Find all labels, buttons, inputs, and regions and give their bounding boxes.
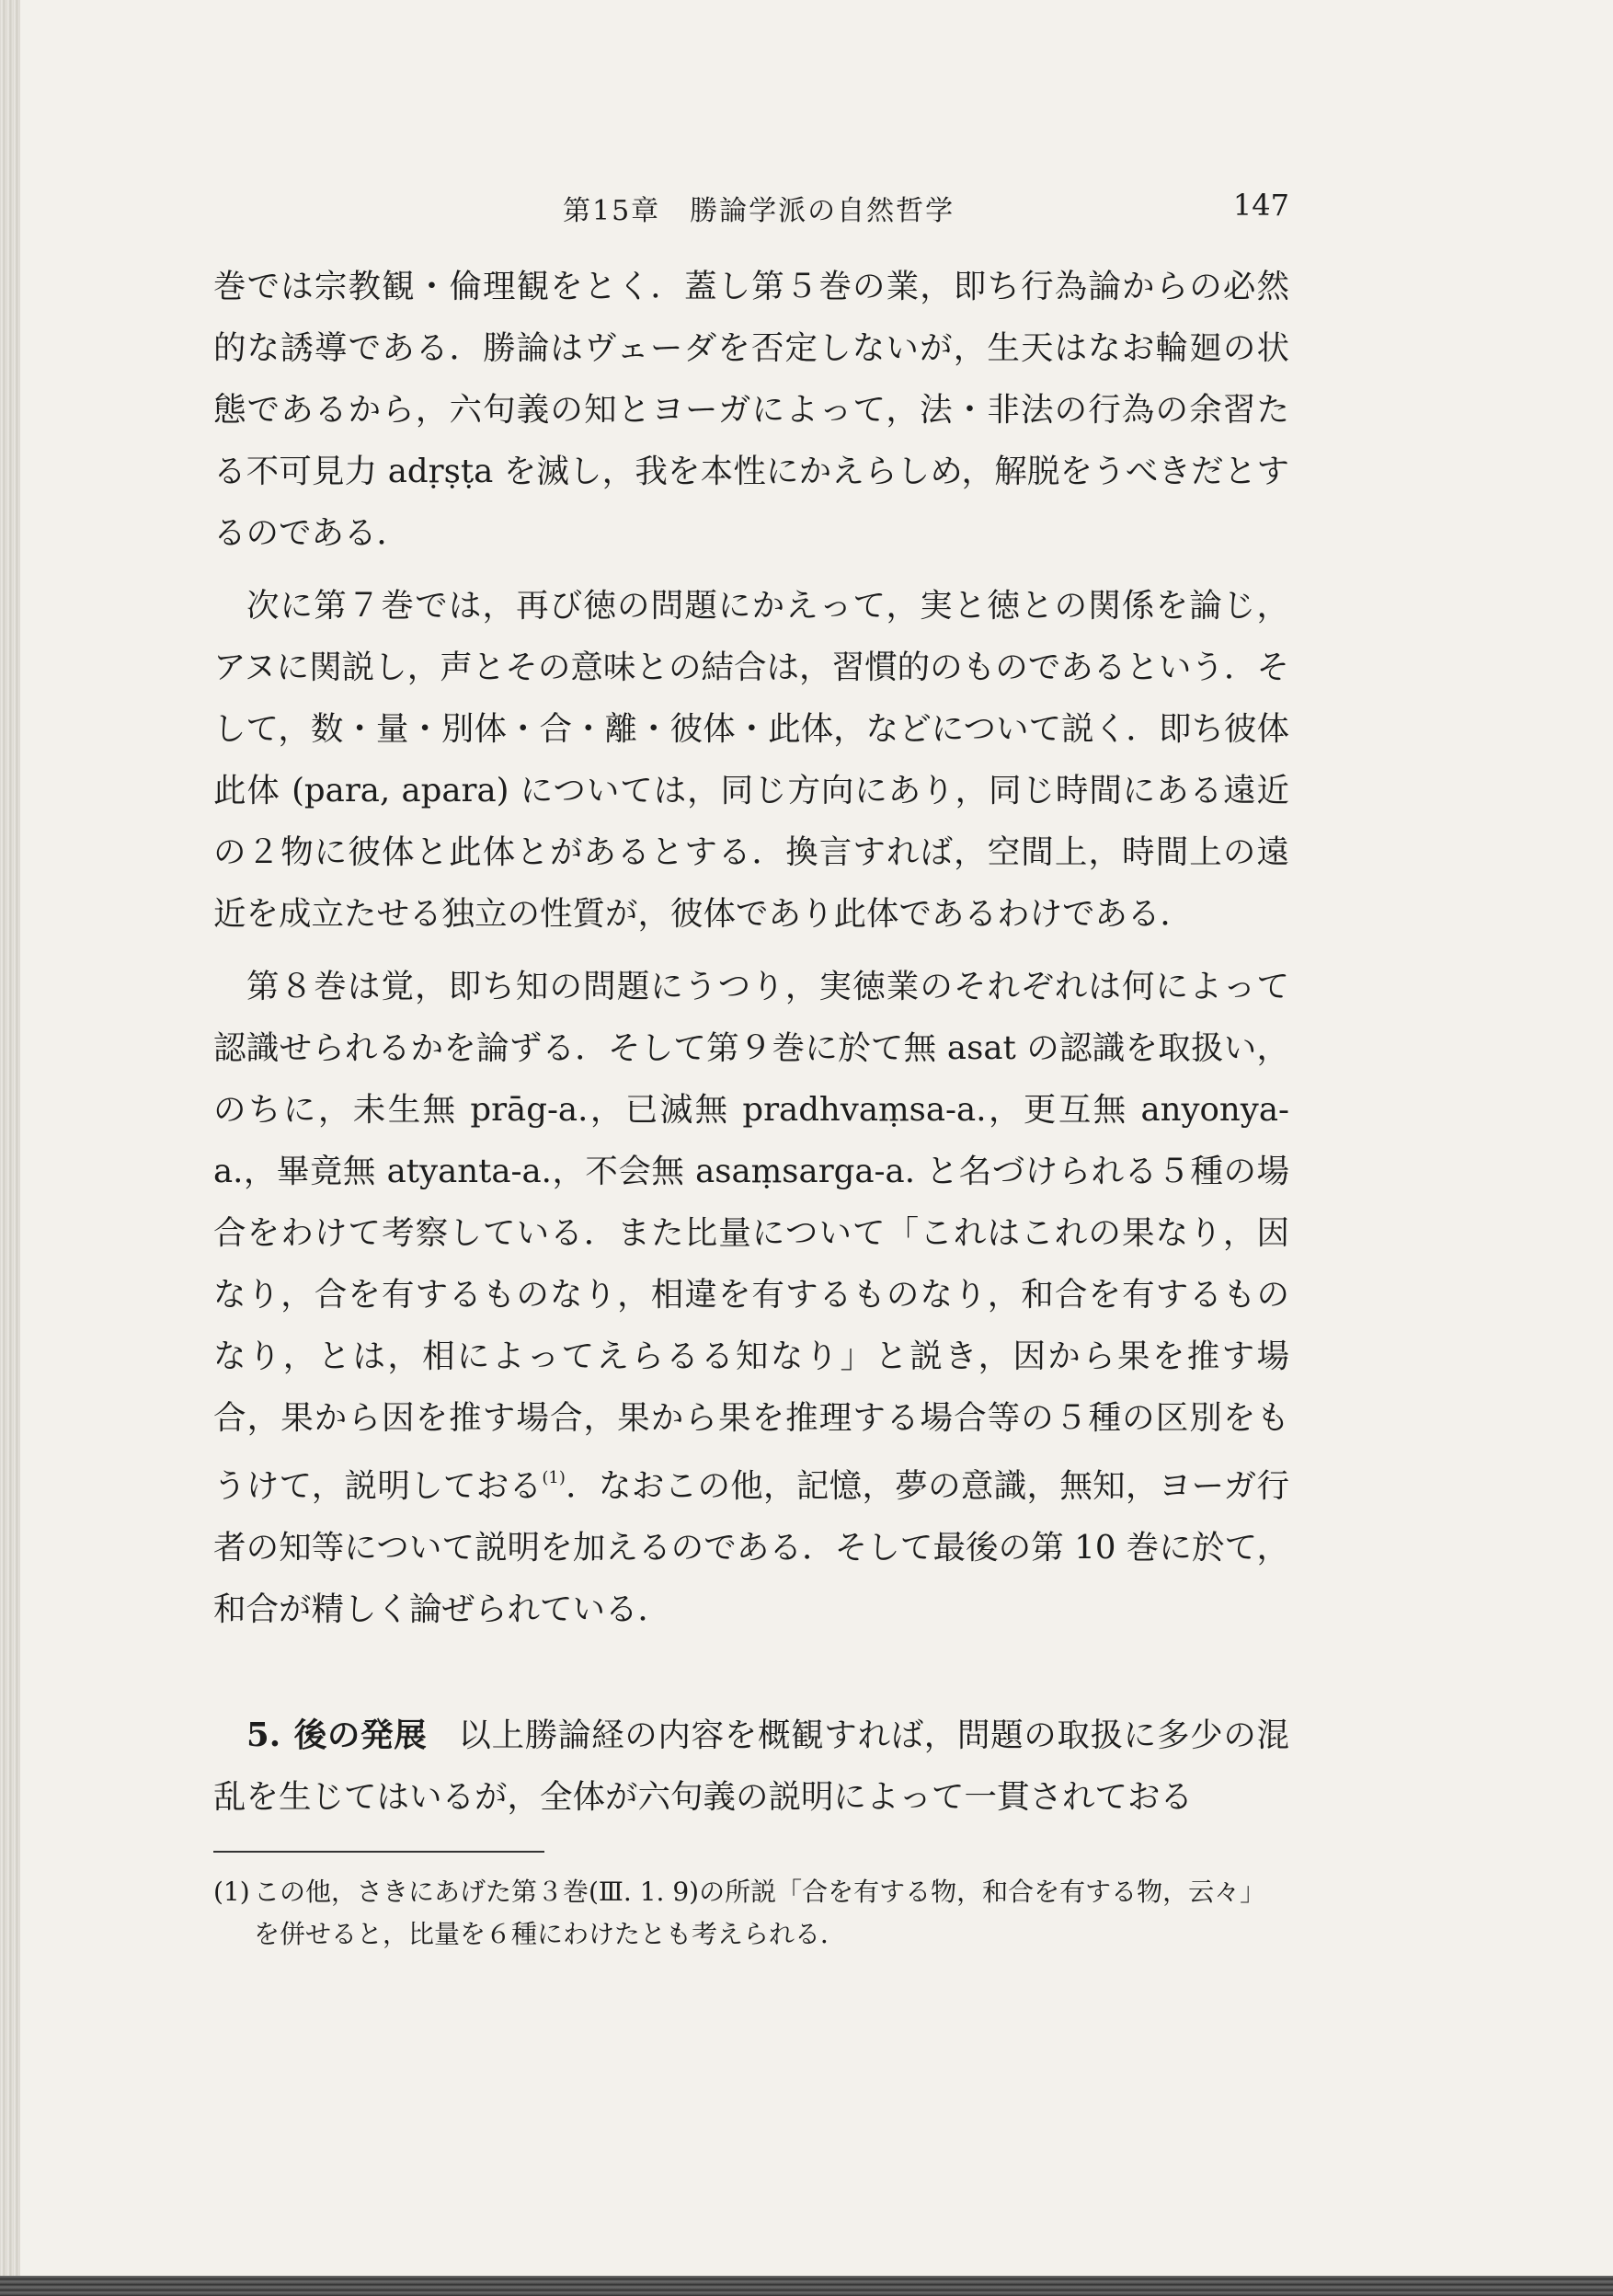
footnote-reference: (1) [542,1468,566,1487]
section-number: 5. [246,1716,281,1754]
paragraph-3-text-b: ．なおこの他，記憶，夢の意識，無知，ヨーガ行者の知等について説明を加えるのである．そして最後の第 10 巻に於て，和合が精しく論ぜられている． [213,1466,1289,1628]
paragraph-3-text-a: 第８巻は覚，即ち知の問題にうつり，実徳業のそれぞれは何によって認識せられるかを論ずる．そして第９巻に於て無 asat の認識を取扱い，のちに，未生無 prāg-a.，已滅無 pradhvaṃsa-a.，更互無 anyonya-a.，畢竟無 atyanta-a.，不会無 asaṃsarga-a. と名づけられる５種の場合をわけて考察している．また比量について「これはこれの果なり，因なり，合を有するものなり，相違を有するものなり，和合を有するものなり，とは，相によってえらるる知なり」と説き，因から果を推す場合，果から因を推す場合，果から果を推理する場合等の５種の区別をもうけて，説明しておる [213,968,1289,1505]
section-5 [213,1705,1289,1828]
page-number: 147 [1232,188,1289,223]
page-bottom-edge [0,2276,1613,2296]
page-spine-shadow [0,0,20,2296]
footnote-rule [213,1851,544,1853]
footnote [213,1871,1271,1956]
footnote-mark: (1) [213,1877,250,1907]
paragraph-1: 巻では宗教観・倫理観をとく．蓋し第５巻の業，即ち行為論からの必然的な誘導である．勝論はヴェーダを否定しないが，生天はなお輪廻の状態であるから，六句義の知とヨーガによって，法・非法の行為の余習たる不可見力 adṛṣṭa を滅し，我を本性にかえらしめ，解脱をうべきだとするのである． [213,268,1289,552]
running-header [213,188,1289,234]
section-text: 以上勝論経の内容を概観すれば，問題の取扱に多少の混乱を生じてはいるが，全体が六句義の説明によって一貫されておる [213,1716,1289,1816]
section-heading: 後の発展 [293,1716,428,1754]
footnote-text: この他，さきにあげた第３巻(Ⅲ. 1. 9)の所説「合を有する物，和合を有する物，云々」を併せると，比量を６種にわけたとも考えられる． [254,1877,1266,1949]
chapter-title: 第15章 勝論学派の自然哲学 [563,195,955,227]
paragraph-2: 次に第７巻では，再び徳の問題にかえって，実と徳との関係を論じ，アヌに関説し，声とその意味との結合は，習慣的のものであるという．そして，数・量・別体・合・離・彼体・此体，などについて説く．即ち彼体此体 (para, apara) については，同じ方向にあり，同じ時間にある遠近の２物に彼体と此体とがあるとする．換言すれば，空間上，時間上の遠近を成立たせる独立の性質が，彼体であり此体であるわけである． [213,587,1289,933]
main-text [213,256,1289,1828]
paragraph-3 [213,956,1289,1640]
